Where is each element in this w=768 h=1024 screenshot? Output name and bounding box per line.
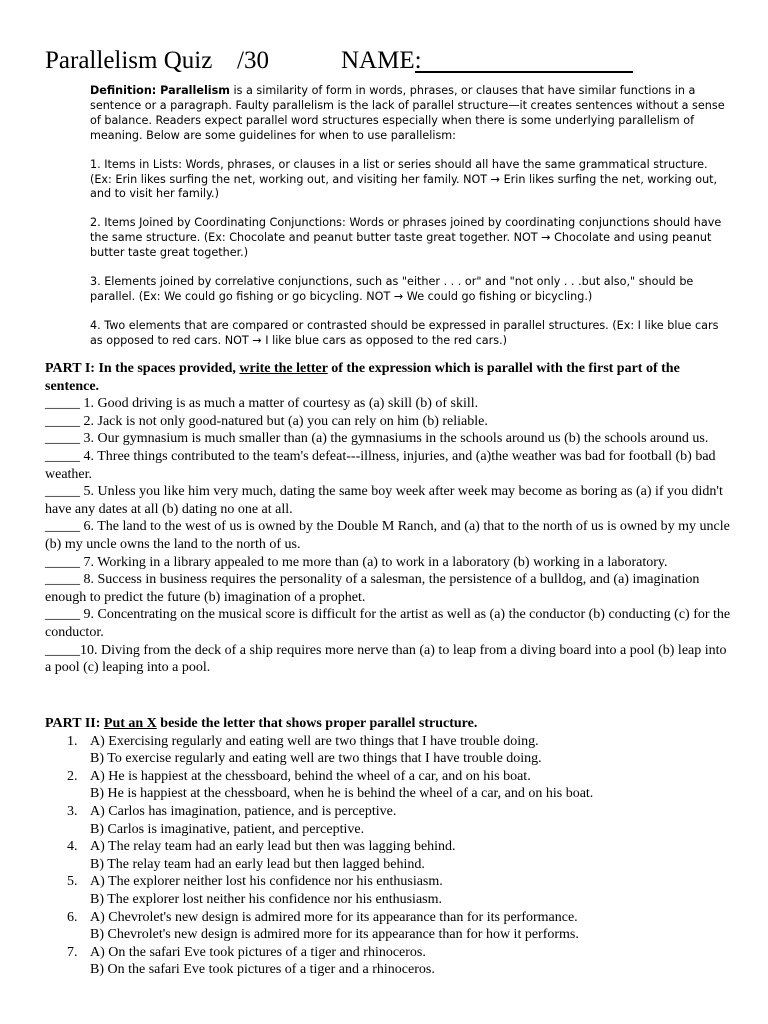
part-one-question-7: _____ 7. Working in a library appealed to me more than (a) to work in a laboratory (b) working in a laboratory.: [45, 554, 668, 570]
option-a[interactable]: A) On the safari Eve took pictures of a tiger and rhinoceros.: [90, 944, 426, 960]
part-one-question-3: _____ 3. Our gymnasium is much smaller than (a) the gymnasiums in the schools around us (b) the schools around us.: [45, 431, 709, 447]
part-one-question-9: _____ 9. Concentrating on the musical score is difficult for the artist as well as (a) the conductor (b) conducting (c) for the conductor.: [45, 607, 731, 640]
part-two: [45, 715, 733, 979]
part-two-item: [45, 733, 733, 768]
definition-text: is a similarity of form in words, phrases, or clauses that have similar functions in a sentence or a paragraph. Faulty parallelism is the lack of parallel structure—it creates sentences without a sense of balance. Readers expect parallel word structures especially when there is some underlying parallelism of meaning. Below are some guidelines for when to use parallelism:: [90, 84, 725, 142]
part-one-instr-underlined: write the letter: [239, 361, 328, 376]
option-b[interactable]: B) He is happiest at the chessboard, when he is behind the wheel of a car, and on his boat.: [90, 786, 594, 802]
option-b[interactable]: B) The relay team had an early lead but then lagged behind.: [90, 856, 425, 872]
option-a[interactable]: A) Chevrolet's new design is admired more for its appearance than for its performance.: [90, 909, 578, 925]
score-label: /30: [237, 47, 269, 74]
item-number: 4.: [67, 839, 78, 855]
name-label: NAME:: [341, 47, 422, 74]
part-two-list: [45, 733, 733, 979]
item-number: 6.: [67, 909, 78, 925]
part-two-instructions: [45, 715, 733, 733]
part-one-question-4: _____ 4. Three things contributed to the team's defeat---illness, injuries, and (a)the weather was bad for football (b) bad weather.: [45, 448, 716, 482]
item-number: 5.: [67, 874, 78, 890]
part-two-item: [45, 873, 733, 908]
part-one-question-8: _____ 8. Success in business requires the personality of a salesman, the persistence of a bulldog, and (a) imagination enough to predict the future (b) imagination of a prophet.: [45, 572, 700, 605]
option-b[interactable]: B) Chevrolet's new design is admired more for its appearance than for how it performs.: [90, 927, 579, 943]
part-two-instr-underlined: Put an X: [103, 716, 157, 731]
part-one-question-6: _____ 6. The land to the west of us is owned by the Double M Ranch, and (a) that to the north of us is owned by my uncle (b) my uncle owns the land to the north of us.: [45, 519, 730, 552]
option-a[interactable]: A) Exercising regularly and eating well are two things that I have trouble doing.: [90, 733, 539, 749]
item-number: 3.: [67, 803, 78, 819]
definition-box: [90, 84, 730, 363]
part-one-question-1: _____ 1. Good driving is as much a matter of courtesy as (a) skill (b) of skill.: [45, 396, 479, 412]
part-two-item: [45, 944, 733, 979]
quiz-title: Parallelism Quiz: [45, 47, 213, 74]
part-two-item: [45, 838, 733, 873]
guideline-3: 3. Elements joined by correlative conjunctions, such as "either . . . or" and "not only . . .but also," should be parallel. (Ex: We could go fishing or go bicycling. NOT → We could go fishing or bicycling.): [90, 275, 694, 303]
guideline-4: 4. Two elements that are compared or contrasted should be expressed in parallel structures. (Ex: I like blue cars as opposed to red cars. NOT → I like blue cars as opposed to the red cars.): [90, 318, 719, 347]
part-one-instr-b: of the expression which is parallel with the first part of the sentence.: [45, 361, 680, 394]
quiz-header: [45, 44, 745, 80]
option-a[interactable]: A) Carlos has imagination, patience, and is perceptive.: [90, 803, 397, 819]
guideline-2: 2. Items Joined by Coordinating Conjunctions: Words or phrases joined by coordinating conjunctions should have the same structure. (Ex: Chocolate and peanut butter taste great together. NOT → Chocolate and using peanut butter taste great together.): [90, 216, 722, 260]
definition-paragraph: [90, 84, 730, 144]
part-one-question-10: _____10. Diving from the deck of a ship requires more nerve than (a) to leap from a diving board into a pool (b) leap into a pool (c) leaping into a pool.: [45, 642, 727, 676]
part-one-label: PART I:: [45, 361, 95, 376]
part-one-instructions: [45, 360, 733, 395]
part-two-item: [45, 909, 733, 944]
part-one-question-5: _____ 5. Unless you like him very much, dating the same boy week after week may become as boring as (a) if you didn't have any dates at all (b) dating no one at all.: [45, 484, 723, 517]
item-number: 2.: [67, 768, 78, 784]
part-one-instr-a: In the spaces provided,: [94, 361, 240, 376]
option-a[interactable]: A) He is happiest at the chessboard, behind the wheel of a car, and on his boat.: [90, 768, 531, 784]
item-number: 7.: [67, 944, 78, 960]
option-a[interactable]: A) The relay team had an early lead but then was lagging behind.: [90, 839, 456, 855]
part-two-label: PART II:: [45, 716, 101, 731]
part-one: [45, 360, 733, 677]
part-two-item: [45, 803, 733, 838]
part-two-instr-b: beside the letter that shows proper parallel structure.: [156, 716, 478, 731]
definition-term: Definition: Parallelism: [90, 84, 230, 97]
option-a[interactable]: A) The explorer neither lost his confidence nor his enthusiasm.: [90, 874, 443, 890]
item-number: 1.: [67, 733, 78, 749]
name-blank-line[interactable]: [415, 44, 633, 73]
option-b[interactable]: B) To exercise regularly and eating well are two things that I have trouble doing.: [90, 751, 542, 767]
option-b[interactable]: B) The explorer lost neither his confidence nor his enthusiasm.: [90, 891, 442, 907]
option-b[interactable]: B) Carlos is imaginative, patient, and perceptive.: [90, 821, 365, 837]
option-b[interactable]: B) On the safari Eve took pictures of a tiger and a rhinoceros.: [90, 962, 435, 978]
part-one-question-2: _____ 2. Jack is not only good-natured but (a) you can rely on him (b) reliable.: [45, 413, 488, 429]
part-two-item: [45, 768, 733, 803]
guideline-1: 1. Items in Lists: Words, phrases, or clauses in a list or series should all have the same grammatical structure. (Ex: Erin likes surfing the net, working out, and visiting her family. NOT → Erin likes surfing the net, working out, and to visit her family.): [90, 157, 718, 201]
